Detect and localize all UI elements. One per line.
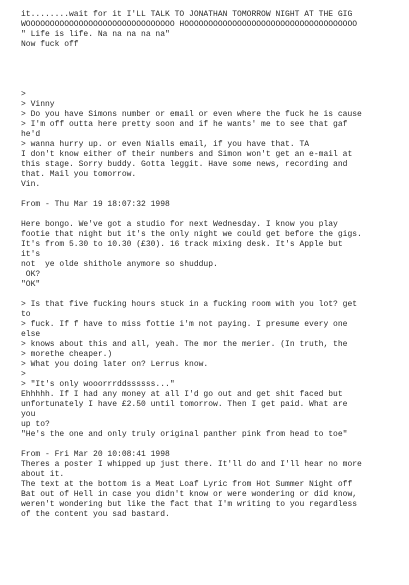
text-line: " Life is life. Na na na na na" [21, 30, 170, 39]
text-line [21, 440, 405, 450]
text-line: > [21, 370, 26, 379]
text-line: it........wait for it I'LL TALK TO JONATHAN TOMORROW NIGHT AT THE GIG [21, 10, 353, 19]
text-line: of the content you sad bastard. [21, 510, 170, 519]
text-line: WOOOOOOOOOOOOOOOOOOOOOOOOOOOOOOO HOOOOOOOOOOOOOOOOOOOOOOOOOOOOOOOOOOOO [21, 20, 358, 29]
text-line [21, 210, 405, 220]
text-line: From - Thu Mar 19 18:07:32 1998 [21, 200, 170, 209]
text-line: you [21, 410, 36, 419]
text-line: Vin. [21, 180, 41, 189]
text-line: > morethe cheaper.) [21, 350, 113, 359]
text-line: unfortunately I have £2.50 until tomorrow. Then I get paid. What are [21, 400, 348, 409]
text-line: else [21, 330, 41, 339]
text-line: Ehhhhh. If I had any money at all I'd go out and get shit faced but [21, 390, 343, 399]
text-line: > Vinny [21, 100, 55, 109]
text-line: weren't wondering but like the fact that I'm writing to you regardless [21, 500, 358, 509]
text-line: > [21, 90, 26, 99]
text-line [21, 290, 405, 300]
text-line: > fuck. If f have to miss fottie i'm not paying. I presume every one [21, 320, 348, 329]
text-line: not ye olde shithole anymore so shuddup. [21, 260, 218, 269]
text-line: Here bongo. We've got a studio for next Wednesday. I know you play [21, 220, 338, 229]
text-line: > "It's only wooorrrddssssss..." [21, 380, 175, 389]
text-line [21, 60, 405, 70]
text-line: Theres a poster I whipped up just there. It'll do and I'll hear no more [21, 460, 362, 469]
text-line: "OK" [21, 280, 41, 289]
text-line: he'd [21, 130, 41, 139]
text-line: It's from 5.30 to 10.30 (£30). 16 track mixing desk. It's Apple but [21, 240, 343, 249]
text-line: > Is that five fucking hours stuck in a fucking room with you lot? get [21, 300, 358, 309]
text-line: > wanna hurry up. or even Nialls email, if you have that. TA [21, 140, 310, 149]
text-line: this stage. Sorry buddy. Gotta leggit. Have some news, recording and [21, 160, 348, 169]
text-line: it's [21, 250, 41, 259]
text-line: OK? [21, 270, 41, 279]
text-line [21, 80, 405, 90]
text-line: > What you doing later on? Lerrus know. [21, 360, 209, 369]
text-line: The text at the bottom is a Meat Loaf Lyric from Hot Summer Night off [21, 480, 353, 489]
text-line: footie that night but it's the only night we could get before the gigs. [21, 230, 362, 239]
text-line: "He's the one and only truly original panther pink from head to toe" [21, 430, 348, 439]
text-line: Bat out of Hell in case you didn't know or were wondering or did know, [21, 490, 358, 499]
text-line: about it. [21, 470, 65, 479]
email-document [21, 10, 405, 520]
text-line: > Do you have Simons number or email or even where the fuck he is cause [21, 110, 362, 119]
text-line: From - Fri Mar 20 10:08:41 1998 [21, 450, 170, 459]
text-line [21, 70, 405, 80]
text-line: I don't know either of their numbers and Simon won't get an e-mail at [21, 150, 353, 159]
text-line: > knows about this and all, yeah. The mor the merier. (In truth, the [21, 340, 348, 349]
text-line: up to? [21, 420, 50, 429]
text-line: Now fuck off [21, 40, 79, 49]
text-line: that. Mail you tomorrow. [21, 170, 137, 179]
text-line: > I'm off outta here pretty soon and if he wants' me to see that gaf [21, 120, 348, 129]
text-line [21, 190, 405, 200]
text-line: to [21, 310, 31, 319]
text-line [21, 50, 405, 60]
